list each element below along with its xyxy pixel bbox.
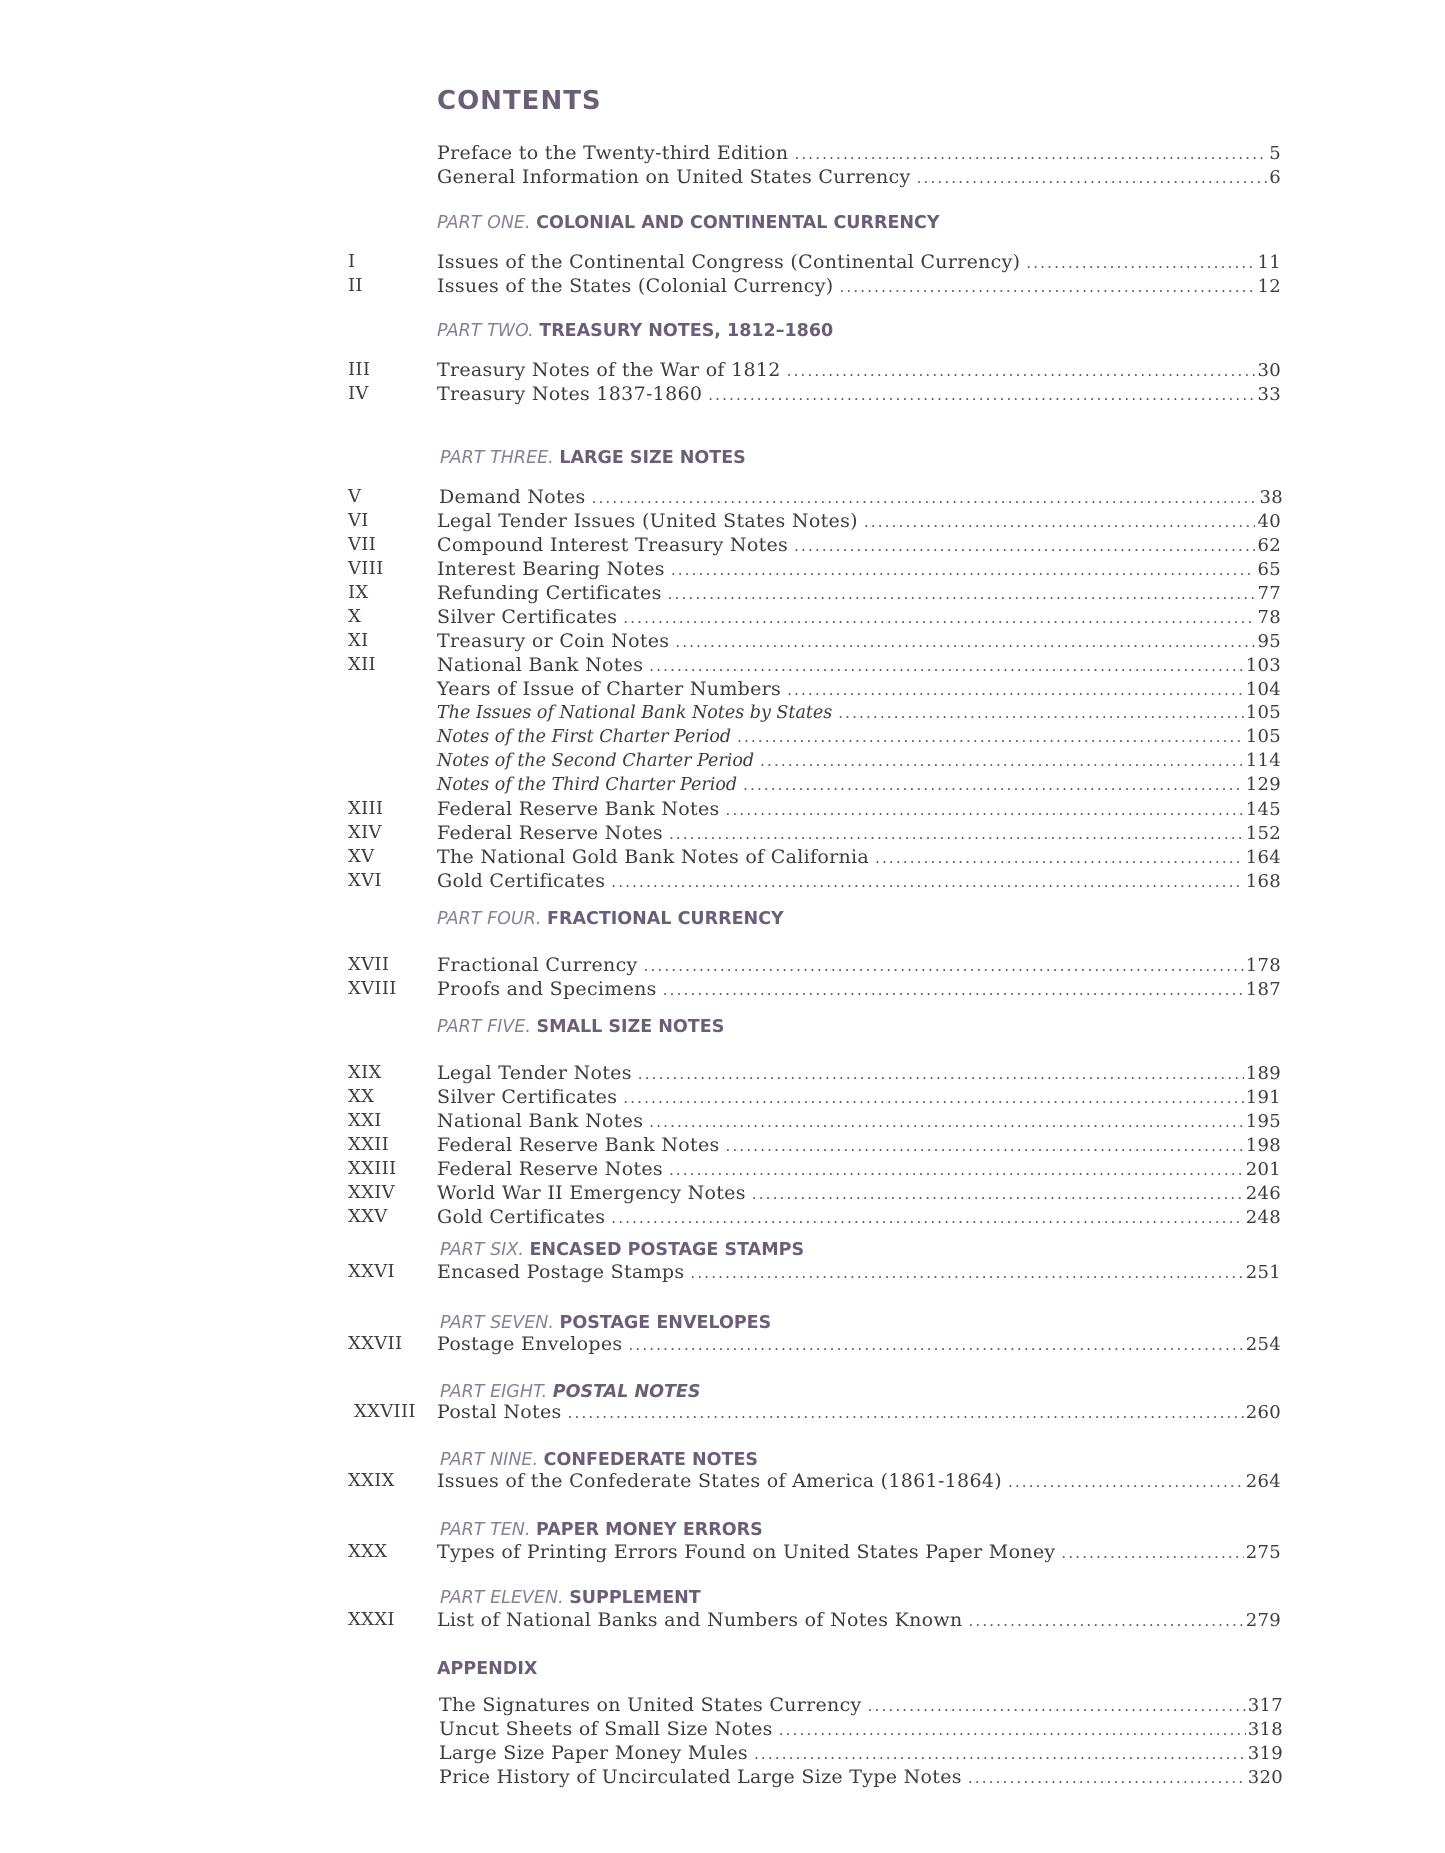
page-number: 152	[1245, 823, 1281, 844]
toc-entry-line	[437, 509, 1281, 534]
toc-entry[interactable]	[0, 1540, 1445, 1564]
chapter-number: XII	[348, 654, 376, 675]
toc-entry[interactable]	[0, 1205, 1445, 1229]
dot-leader	[726, 1134, 1244, 1158]
chapter-number: VII	[348, 534, 377, 555]
dot-leader	[644, 954, 1244, 978]
page-number: 105	[1245, 726, 1281, 747]
toc-entry-line	[437, 1061, 1281, 1086]
toc-entry-line	[437, 1085, 1281, 1110]
chapter-number: XXI	[348, 1110, 382, 1131]
chapter-number: II	[348, 275, 363, 296]
toc-entry-line	[437, 165, 1281, 190]
dot-leader	[675, 630, 1255, 654]
toc-entry[interactable]	[0, 845, 1445, 869]
dot-leader	[875, 846, 1244, 870]
part-heading-appendix	[437, 1654, 537, 1684]
toc-entry-line	[437, 533, 1281, 558]
entry-title: Gold Certificates	[437, 1206, 606, 1228]
toc-entry-line	[437, 977, 1281, 1002]
entry-title: Large Size Paper Money Mules	[439, 1742, 748, 1764]
chapter-number: XX	[348, 1086, 375, 1107]
chapter-number: V	[348, 486, 362, 507]
toc-entry[interactable]	[0, 1717, 1445, 1741]
page-number: 189	[1245, 1063, 1281, 1084]
toc-entry-line	[437, 677, 1281, 702]
toc-entry[interactable]	[0, 165, 1445, 189]
entry-title: The Signatures on United States Currency	[439, 1694, 862, 1716]
toc-entry-line	[437, 382, 1281, 407]
page-number: 30	[1257, 360, 1281, 381]
page-number: 5	[1269, 143, 1281, 164]
page-number: 164	[1245, 847, 1281, 868]
entry-title: Notes of the First Charter Period	[437, 727, 732, 747]
entry-title: Legal Tender Issues (United States Notes)	[437, 510, 858, 532]
part-label: PART FOUR.	[437, 909, 542, 929]
part-label: PART EIGHT.	[440, 1382, 548, 1402]
part-title: SMALL SIZE NOTES	[536, 1017, 725, 1037]
dot-leader	[611, 870, 1243, 894]
toc-entry[interactable]	[0, 485, 1445, 509]
part-title: APPENDIX	[437, 1659, 538, 1679]
dot-leader	[663, 978, 1244, 1002]
part-heading	[437, 1012, 724, 1042]
dot-leader	[668, 582, 1256, 606]
dot-leader	[743, 773, 1244, 797]
dot-leader	[1008, 1470, 1244, 1494]
toc-entry-line	[437, 1608, 1281, 1633]
part-title: PAPER MONEY ERRORS	[536, 1520, 763, 1540]
page-number: 187	[1245, 979, 1281, 1000]
entry-title: Treasury Notes of the War of 1812	[437, 359, 781, 381]
chapter-number: I	[348, 251, 356, 272]
page-number: 318	[1247, 1719, 1283, 1740]
toc-entry[interactable]	[0, 821, 1445, 845]
entry-title: Federal Reserve Notes	[437, 822, 663, 844]
toc-entry-line	[437, 749, 1281, 773]
page-number: 6	[1269, 167, 1281, 188]
page-number: 145	[1245, 799, 1281, 820]
entry-title: Issues of the States (Colonial Currency)	[437, 275, 834, 297]
chapter-number: XV	[348, 846, 375, 867]
chapter-number: VI	[348, 510, 369, 531]
page-number: 33	[1257, 384, 1281, 405]
entry-title: Postal Notes	[437, 1401, 562, 1423]
part-label: PART ONE.	[437, 213, 531, 233]
part-heading	[437, 208, 940, 238]
toc-entry-line	[437, 1540, 1281, 1565]
toc-entry[interactable]	[0, 1157, 1445, 1181]
part-title: POSTAGE ENVELOPES	[559, 1313, 772, 1333]
page-number: 246	[1245, 1183, 1281, 1204]
page-number: 168	[1245, 871, 1281, 892]
chapter-number: III	[348, 359, 371, 380]
entry-title: Fractional Currency	[437, 954, 638, 976]
entry-title: Treasury or Coin Notes	[437, 630, 670, 652]
toc-entry[interactable]	[0, 725, 1445, 749]
toc-entry[interactable]	[0, 953, 1445, 977]
toc-entry-line	[437, 1260, 1281, 1285]
toc-entry[interactable]	[0, 1109, 1445, 1133]
part-label: PART TWO.	[437, 321, 534, 341]
toc-entry-line	[437, 1181, 1281, 1206]
entry-title: National Bank Notes	[437, 654, 644, 676]
chapter-number: XXIV	[348, 1182, 395, 1203]
part-title: CONFEDERATE NOTES	[543, 1450, 759, 1470]
entry-title: The National Gold Bank Notes of California	[437, 846, 870, 868]
toc-entry[interactable]	[0, 1765, 1445, 1789]
chapter-number: XXII	[348, 1134, 390, 1155]
part-label: PART NINE.	[440, 1450, 539, 1470]
toc-entry-line	[437, 629, 1281, 654]
chapter-number: XIX	[348, 1062, 382, 1083]
chapter-number: XIV	[348, 822, 382, 843]
toc-entry[interactable]	[0, 382, 1445, 406]
toc-entry[interactable]	[0, 509, 1445, 533]
dot-leader	[623, 1086, 1243, 1110]
toc-entry-line	[439, 485, 1283, 510]
part-label: PART TEN.	[440, 1520, 531, 1540]
toc-entry-line	[439, 1717, 1283, 1742]
dot-leader	[726, 798, 1244, 822]
entry-title: Federal Reserve Bank Notes	[437, 1134, 720, 1156]
toc-entry[interactable]	[0, 629, 1445, 653]
page-number: 105	[1245, 702, 1281, 723]
dot-leader	[838, 701, 1243, 725]
entry-title: Federal Reserve Bank Notes	[437, 798, 720, 820]
chapter-number: XI	[348, 630, 369, 651]
chapter-number: XXXI	[348, 1609, 395, 1630]
toc-entry[interactable]	[0, 1133, 1445, 1157]
toc-entry[interactable]	[0, 250, 1445, 274]
toc-entry-line	[437, 274, 1281, 299]
part-title: COLONIAL AND CONTINENTAL CURRENCY	[536, 213, 940, 233]
toc-entry[interactable]	[0, 1260, 1445, 1284]
toc-entry-line	[437, 869, 1281, 894]
chapter-number: XIII	[348, 798, 384, 819]
entry-title: Gold Certificates	[437, 870, 606, 892]
chapter-number: XVI	[348, 870, 382, 891]
part-label: PART FIVE.	[437, 1017, 531, 1037]
toc-entry-line	[437, 725, 1281, 749]
page-number: 62	[1257, 535, 1281, 556]
dot-leader	[623, 606, 1255, 630]
toc-entry-line	[437, 953, 1281, 978]
entry-title: Postage Envelopes	[437, 1333, 623, 1355]
toc-entry[interactable]	[0, 701, 1445, 725]
dot-leader	[568, 1401, 1244, 1425]
part-title: SUPPLEMENT	[569, 1588, 701, 1608]
toc-entry-line	[437, 1332, 1281, 1357]
dot-leader	[669, 822, 1244, 846]
toc-entry-line	[437, 557, 1281, 582]
entry-title: Demand Notes	[439, 486, 586, 508]
toc-entry[interactable]	[0, 1693, 1445, 1717]
dot-leader	[752, 1182, 1244, 1206]
toc-entry[interactable]	[0, 274, 1445, 298]
toc-entry[interactable]	[0, 1332, 1445, 1356]
contents-title: CONTENTS	[437, 86, 602, 116]
page-number: 178	[1245, 955, 1281, 976]
toc-entry-line	[437, 1400, 1281, 1425]
toc-entry[interactable]	[0, 1061, 1445, 1085]
part-heading	[437, 904, 784, 934]
dot-leader	[649, 654, 1243, 678]
part-label: PART SIX.	[440, 1240, 524, 1260]
part-title: FRACTIONAL CURRENCY	[547, 909, 784, 929]
page-number: 319	[1247, 1743, 1283, 1764]
chapter-number: XVIII	[348, 978, 397, 999]
toc-entry-line	[437, 1469, 1281, 1494]
dot-leader	[628, 1333, 1243, 1357]
toc-entry-line	[439, 1693, 1283, 1718]
toc-entry[interactable]	[0, 1741, 1445, 1765]
toc-entry-line	[437, 1157, 1281, 1182]
chapter-number: IV	[348, 383, 369, 404]
dot-leader	[1026, 251, 1255, 275]
dot-leader	[787, 359, 1256, 383]
part-heading	[440, 443, 746, 473]
dot-leader	[760, 749, 1244, 773]
dot-leader	[708, 383, 1255, 407]
entry-title: Uncut Sheets of Small Size Notes	[439, 1718, 773, 1740]
entry-title: Issues of the Confederate States of America (1861-1864)	[437, 1470, 1002, 1492]
entry-title: List of National Banks and Numbers of Notes Known	[437, 1609, 963, 1631]
toc-entry[interactable]	[0, 1469, 1445, 1493]
entry-title: Notes of the Third Charter Period	[437, 775, 738, 795]
toc-entry-line	[437, 821, 1281, 846]
toc-entry[interactable]	[0, 677, 1445, 701]
toc-entry[interactable]	[0, 869, 1445, 893]
dot-leader	[671, 558, 1256, 582]
toc-entry[interactable]	[0, 773, 1445, 797]
page-number: 12	[1257, 276, 1281, 297]
dot-leader	[794, 142, 1267, 166]
page-number: 65	[1257, 559, 1281, 580]
toc-entry[interactable]	[0, 557, 1445, 581]
page-number: 103	[1245, 655, 1281, 676]
part-title: ENCASED POSTAGE STAMPS	[529, 1240, 805, 1260]
entry-title: Price History of Uncirculated Large Size Type Notes	[439, 1766, 962, 1788]
entry-title: The Issues of National Bank Notes by States	[437, 703, 833, 723]
page-number: 260	[1245, 1402, 1281, 1423]
dot-leader	[868, 1694, 1246, 1718]
toc-entry[interactable]	[0, 581, 1445, 605]
page-number: 114	[1245, 750, 1281, 771]
page-number: 191	[1245, 1087, 1281, 1108]
dot-leader	[794, 534, 1255, 558]
entry-title: World War II Emergency Notes	[437, 1182, 746, 1204]
page-number: 78	[1257, 607, 1281, 628]
page-number: 95	[1257, 631, 1281, 652]
toc-entry-line	[437, 605, 1281, 630]
entry-title: Silver Certificates	[437, 1086, 618, 1108]
toc-entry-line	[437, 653, 1281, 678]
dot-leader	[1061, 1541, 1243, 1565]
toc-entry-line	[437, 1109, 1281, 1134]
dot-leader	[787, 678, 1244, 702]
entry-title: Compound Interest Treasury Notes	[437, 534, 789, 556]
entry-title: Types of Printing Errors Found on United States Paper Money	[437, 1541, 1056, 1563]
page-number: 11	[1257, 252, 1281, 273]
entry-title: Interest Bearing Notes	[437, 558, 665, 580]
entry-title: Years of Issue of Charter Numbers	[437, 678, 782, 700]
chapter-number: XXVIII	[354, 1401, 416, 1422]
part-label: PART ELEVEN.	[440, 1588, 564, 1608]
entry-title: Legal Tender Notes	[437, 1062, 632, 1084]
page-number: 275	[1245, 1542, 1281, 1563]
page-number: 320	[1247, 1767, 1283, 1788]
entry-title: Encased Postage Stamps	[437, 1261, 685, 1283]
dot-leader	[611, 1206, 1243, 1230]
toc-entry[interactable]	[0, 653, 1445, 677]
page-number: 279	[1245, 1610, 1281, 1631]
toc-entry-line	[437, 797, 1281, 822]
page-number: 104	[1245, 679, 1281, 700]
chapter-number: XXVII	[348, 1333, 403, 1354]
entry-title: General Information on United States Currency	[437, 166, 911, 188]
chapter-number: X	[348, 606, 362, 627]
page-number: 40	[1257, 511, 1281, 532]
part-title: TREASURY NOTES, 1812–1860	[539, 321, 834, 341]
chapter-number: XXVI	[348, 1261, 395, 1282]
page-number: 129	[1245, 774, 1281, 795]
toc-entry-line	[439, 1765, 1283, 1790]
dot-leader	[649, 1110, 1243, 1134]
dot-leader	[592, 486, 1258, 510]
page-number: 38	[1259, 487, 1283, 508]
toc-entry-line	[437, 358, 1281, 383]
part-label: PART SEVEN.	[440, 1313, 554, 1333]
dot-leader	[690, 1261, 1243, 1285]
dot-leader	[968, 1766, 1246, 1790]
toc-entry[interactable]	[0, 533, 1445, 557]
part-label: PART THREE.	[440, 448, 554, 468]
entry-title: Treasury Notes 1837-1860	[437, 383, 703, 405]
dot-leader	[917, 166, 1268, 190]
dot-leader	[754, 1742, 1246, 1766]
toc-entry-line	[437, 701, 1281, 725]
page-number: 251	[1245, 1262, 1281, 1283]
dot-leader	[638, 1062, 1244, 1086]
toc-entry[interactable]	[0, 605, 1445, 629]
part-title: LARGE SIZE NOTES	[559, 448, 746, 468]
entry-title: Notes of the Second Charter Period	[437, 751, 755, 771]
dot-leader	[669, 1158, 1244, 1182]
chapter-number: XXV	[348, 1206, 388, 1227]
chapter-number: IX	[348, 582, 369, 603]
chapter-number: XVII	[348, 954, 390, 975]
chapter-number: XXIII	[348, 1158, 397, 1179]
page-number: 77	[1257, 583, 1281, 604]
toc-entry-line	[437, 845, 1281, 870]
entry-title: Refunding Certificates	[437, 582, 662, 604]
page-number: 248	[1245, 1207, 1281, 1228]
toc-entry[interactable]	[0, 797, 1445, 821]
page-number: 264	[1245, 1471, 1281, 1492]
toc-entry[interactable]	[0, 358, 1445, 382]
part-title: POSTAL NOTES	[552, 1382, 701, 1402]
toc-entry[interactable]	[0, 749, 1445, 773]
toc-entry-line	[439, 1741, 1283, 1766]
toc-entry[interactable]	[0, 1608, 1445, 1632]
entry-title: Issues of the Continental Congress (Continental Currency)	[437, 251, 1021, 273]
entry-title: Proofs and Specimens	[437, 978, 657, 1000]
toc-entry-line	[437, 141, 1281, 166]
entry-title: National Bank Notes	[437, 1110, 644, 1132]
page-number: 198	[1245, 1135, 1281, 1156]
chapter-number: XXX	[348, 1541, 388, 1562]
toc-entry-line	[437, 250, 1281, 275]
toc-entry[interactable]	[0, 1400, 1445, 1424]
toc-entry-line	[437, 773, 1281, 797]
page-number: 195	[1245, 1111, 1281, 1132]
page-number: 201	[1245, 1159, 1281, 1180]
part-heading	[437, 316, 833, 346]
dot-leader	[839, 275, 1255, 299]
page-number: 317	[1247, 1695, 1283, 1716]
dot-leader	[968, 1609, 1243, 1633]
toc-entry[interactable]	[0, 1181, 1445, 1205]
entry-title: Federal Reserve Notes	[437, 1158, 663, 1180]
toc-entry[interactable]	[0, 1085, 1445, 1109]
toc-entry-line	[437, 1133, 1281, 1158]
dot-leader	[864, 510, 1256, 534]
dot-leader	[737, 725, 1244, 749]
entry-title: Silver Certificates	[437, 606, 618, 628]
page-number: 254	[1245, 1334, 1281, 1355]
toc-entry-line	[437, 581, 1281, 606]
chapter-number: XXIX	[348, 1470, 395, 1491]
toc-entry[interactable]	[0, 141, 1445, 165]
toc-entry-line	[437, 1205, 1281, 1230]
toc-entry[interactable]	[0, 977, 1445, 1001]
entry-title: Preface to the Twenty-third Edition	[437, 142, 789, 164]
dot-leader	[779, 1718, 1246, 1742]
chapter-number: VIII	[348, 558, 384, 579]
